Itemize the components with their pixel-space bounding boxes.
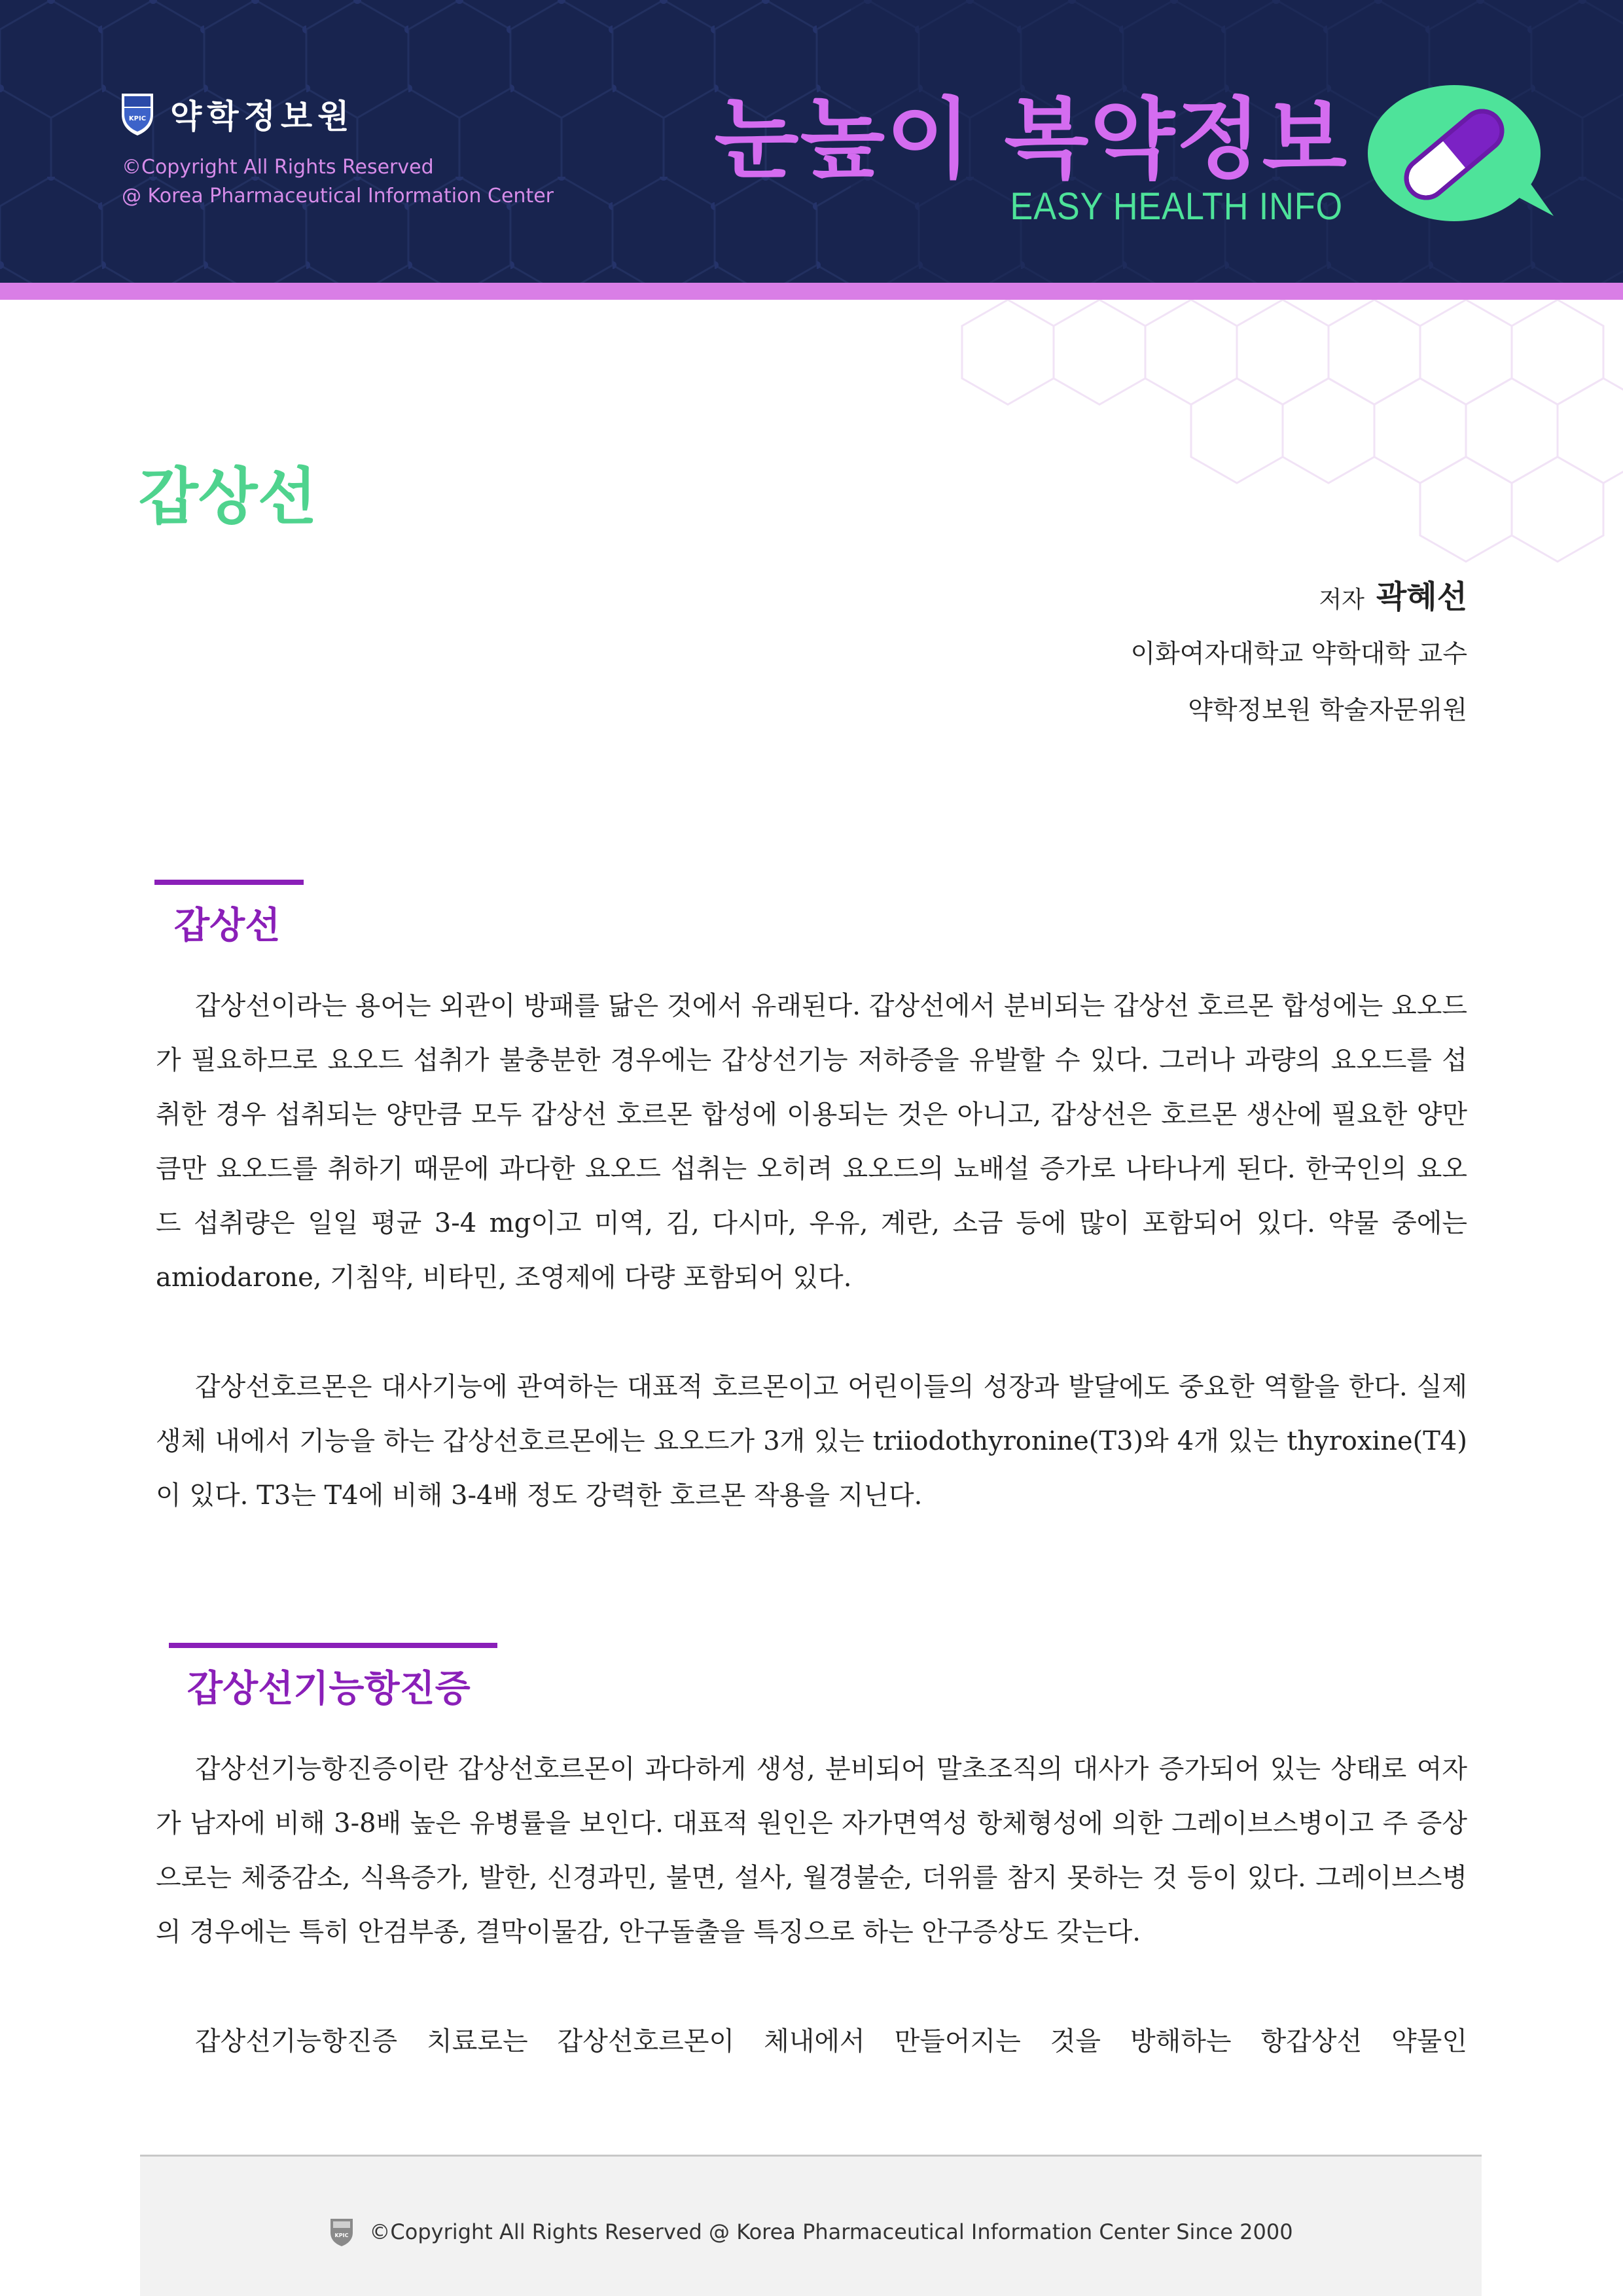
copyright-line-1: ©Copyright All Rights Reserved (122, 156, 434, 179)
section-heading-title: 갑상선기능항진증 (187, 1668, 471, 1710)
footer (140, 2157, 1482, 2296)
brand-name: 약학정보원 (170, 98, 355, 135)
section-heading-bar (154, 880, 304, 885)
section-heading-2 (169, 1643, 497, 1712)
section-heading-title: 갑상선 (174, 905, 281, 947)
author-affiliation-1: 이화여자대학교 약학대학 교수 (1130, 639, 1467, 669)
header-banner (0, 0, 1623, 283)
pill-speech-bubble-icon (1365, 81, 1555, 230)
header-subtitle: EASY HEALTH INFO (1010, 185, 1343, 228)
kpic-shield-icon (119, 91, 156, 137)
author-line (1130, 571, 1467, 626)
footer-content (140, 2217, 1482, 2247)
document-title: 갑상선 (139, 461, 317, 533)
author-affiliation-2: 약학정보원 학술자문위원 (1188, 696, 1467, 725)
section-heading-bar (169, 1643, 497, 1648)
footer-copyright: ©Copyright All Rights Reserved @ Korea Pharmaceutical Information Center Since 2000 (369, 2219, 1293, 2244)
svg-text:KPIC: KPIC (128, 115, 147, 122)
section-1-paragraph-1: 갑상선이라는 용어는 외관이 방패를 닮은 것에서 유래된다. 갑상선에서 분비되는 갑상선 호르몬 합성에는 요오드가 필요하므로 요오드 섭취가 불충분한 경우에는 갑상선기능 저하증을 유발할 수 있다. 그러나 과량의 요오드를 섭취한 경우 섭취되는 양만큼 모두 갑상선 호르몬 합성에 이용되는 것은 아니고, 갑상선은 호르몬 생산에 필요한 양만큼만 요오드를 취하기 때문에 과다한 요오드 섭취는 오히려 요오드의 뇨배설 증가로 나타나게 된다. 한국인의 요오드 섭취량은 일일 평균 3-4 mg이고 미역, 김, 다시마, 우유, 계란, 소금 등에 많이 포함되어 있다. 약물 중에는 amiodarone, 기침약, 비타민, 조영제에 다량 포함되어 있다. (156, 991, 1467, 1293)
brand-copyright (122, 153, 554, 211)
header-stripe (0, 283, 1623, 300)
section-1-paragraph-2: 갑상선호르몬은 대사기능에 관여하는 대표적 호르몬이고 어린이들의 성장과 발달에도 중요한 역할을 한다. 실제 생체 내에서 기능을 하는 갑상선호르몬에는 요오드가 3개 있는 triiodothyronine(T3)와 4개 있는 thyroxine(T4)이 있다. T3는 T4에 비해 3-4배 정도 강력한 호르몬 작용을 지닌다. (156, 1372, 1467, 1511)
brand (119, 90, 355, 137)
author-name: 곽혜선 (1376, 579, 1467, 615)
author-label: 저자 (1319, 586, 1364, 613)
author-block (1130, 571, 1467, 739)
kpic-shield-icon (329, 2217, 355, 2247)
copyright-line-2: @ Korea Pharmaceutical Information Center (122, 185, 554, 207)
hexagon-decoration-right (929, 300, 1623, 575)
section-2-paragraph-2: 갑상선기능항진증 치료로는 갑상선호르몬이 체내에서 만들어지는 것을 방해하는 항갑상선 약물인 (195, 2026, 1467, 2056)
section-2-paragraph-1: 갑상선기능항진증이란 갑상선호르몬이 과다하게 생성, 분비되어 말초조직의 대사가 증가되어 있는 상태로 여자가 남자에 비해 3-8배 높은 유병률을 보인다. 대표적 원인은 자가면역성 항체형성에 의한 그레이브스병이고 주 증상으로는 체중감소, 식욕증가, 발한, 신경과민, 불면, 설사, 월경불순, 더위를 참지 못하는 것 등이 있다. 그레이브스병의 경우에는 특히 안검부종, 결막이물감, 안구돌출을 특징으로 하는 안구증상도 갖는다. (156, 1754, 1467, 1947)
svg-text:KPIC: KPIC (334, 2233, 349, 2238)
section-heading-1 (154, 880, 304, 949)
header-title: 눈높이 복약정보 (714, 88, 1348, 190)
